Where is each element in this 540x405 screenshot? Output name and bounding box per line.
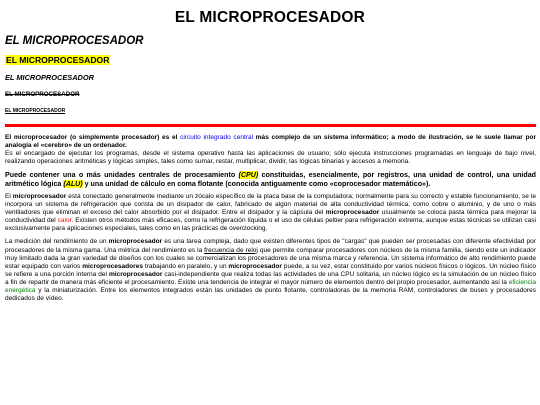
heading-6-underlined: EL MICROPROCESADOR	[5, 108, 66, 114]
heading-3-highlighted: EL MICROPROCESADOR	[6, 55, 110, 65]
paragraph-components	[5, 171, 536, 188]
alu-highlight: (ALU)	[63, 179, 83, 188]
article-body	[5, 134, 536, 308]
perf-bold-3: microprocesador	[228, 262, 282, 270]
cooling-bold-1: microprocesador	[12, 192, 67, 200]
intro-text: El microprocesador (o simplemente procesador) es el	[5, 134, 181, 141]
perf-text-6: casi-independiente que realiza todas las actividades de una CPU solitaria, un núcleo lógico es la simulación de un núcleo físico a fin de repartir de manera más eficiente el procesamiento. Existe una tendencia de integrar el mayor número de elementos dentro del propio procesador, aumentando así la	[5, 270, 536, 286]
perf-text: La medición del rendimiento de un	[5, 238, 109, 246]
heading-5-strikethrough: EL MICROPROCESADOR	[5, 91, 80, 98]
cooling-text: El	[5, 192, 13, 200]
perf-text-4: trabajando en paralelo, y un	[142, 262, 229, 270]
circuito-integrado-link[interactable]: circuito integrado central	[180, 134, 254, 141]
cooling-text-4: . Existen otros métodos más eficaces, como la refrigeración líquida o el uso de células peltier para refrigeración extrema, aunque estas técnicas se utilizan casi exclusivamente para aplicaciones especiales, tales como en las prácticas de overclocking.	[5, 217, 536, 233]
heading-2: EL MICROPROCESADOR	[5, 35, 144, 47]
components-text: Puede contener una o más unidades centrales de procesamiento	[5, 171, 239, 180]
components-text-end: y una unidad de cálculo en coma flotante (conocida antiguamente como «coprocesador matemático»).	[82, 179, 431, 188]
perf-text-5: puede, a su vez, estar constituido por varios núcleos físicos o lógicos. Un núcleo físico se refiere a una porción interna del	[5, 262, 536, 278]
cooling-text-3: usualmente se coloca pasta térmica para mejorar la conductividad del	[5, 209, 536, 225]
frecuencia-reloj-link[interactable]: frecuencia de reloj	[204, 246, 258, 254]
calor-link[interactable]: calor	[57, 217, 72, 225]
cooling-bold-2: microprocesador	[325, 209, 380, 217]
paragraph-performance	[5, 238, 536, 303]
eficiencia-energetica-link[interactable]: eficiencia energética	[5, 278, 536, 294]
cpu-highlight: (CPU)	[238, 171, 259, 180]
paragraph-cooling	[5, 193, 536, 233]
perf-bold-1: microprocesador	[108, 238, 163, 246]
cooling-text-2: está conectado generalmente mediante un zócalo específico de la placa base de la computadora; normalmente para su correcto y estable funcionamiento, se le incorpora un sistema de refrigeración que consta de un disipador de calor, fabricado de algún material de alta conductividad térmica, como cobre o aluminio, y de uno o más ventiladores que eliminan el exceso del calor absorbido por el disipador. Entre el disipador y la cápsula del	[5, 192, 537, 217]
heading-4: EL MICROPROCESADOR	[5, 73, 94, 82]
perf-text-3: que permite comparar procesadores con núcleos de la misma familia, siendo este un indicador muy limitado dada la gran variedad de diseños con los cuales se comercializan los procesadores de una misma marca y referencia. Un sistema informático de alto rendimiento puede estar equipado con varios	[5, 246, 536, 270]
page-title: EL MICROPROCESADOR	[174, 9, 366, 26]
components-text-cont: constituidas, esencialmente, por registros, una unidad de control, una unidad aritmético lógica	[5, 171, 536, 188]
perf-bold-4: microprocesador	[108, 270, 163, 278]
perf-text-7: y la miniaturización. Entre los elementos integrados están las unidades de punto flotante, controladoras de la memoria RAM, controladores de buses y procesadores dedicados de vídeo.	[5, 287, 536, 303]
intro-desc: Es el encargado de ejecutar los programas, desde el sistema operativo hasta las aplicaciones de usuario; sólo ejecuta instrucciones programadas en lenguaje de bajo nivel, realizando operaciones aritméticas y lógicas simples, tales como sumar, restar, multiplicar, dividir, las lógicas binarias y accesos a memoria.	[5, 150, 536, 166]
red-divider	[5, 124, 536, 127]
intro-text-cont: más complejo de un sistema informático; a modo de ilustración, se le suele llamar por analogía el «cerebro» de un ordenador.	[5, 134, 536, 150]
perf-text-2: es una tarea compleja, dado que existen diferentes tipos de "cargas" que pueden ser procesadas con diferente efectividad por procesadores de la misma gama. Una métrica del rendimiento es la	[5, 238, 536, 254]
perf-bold-2: microprocesadores	[82, 262, 143, 270]
paragraph-intro	[5, 134, 536, 166]
